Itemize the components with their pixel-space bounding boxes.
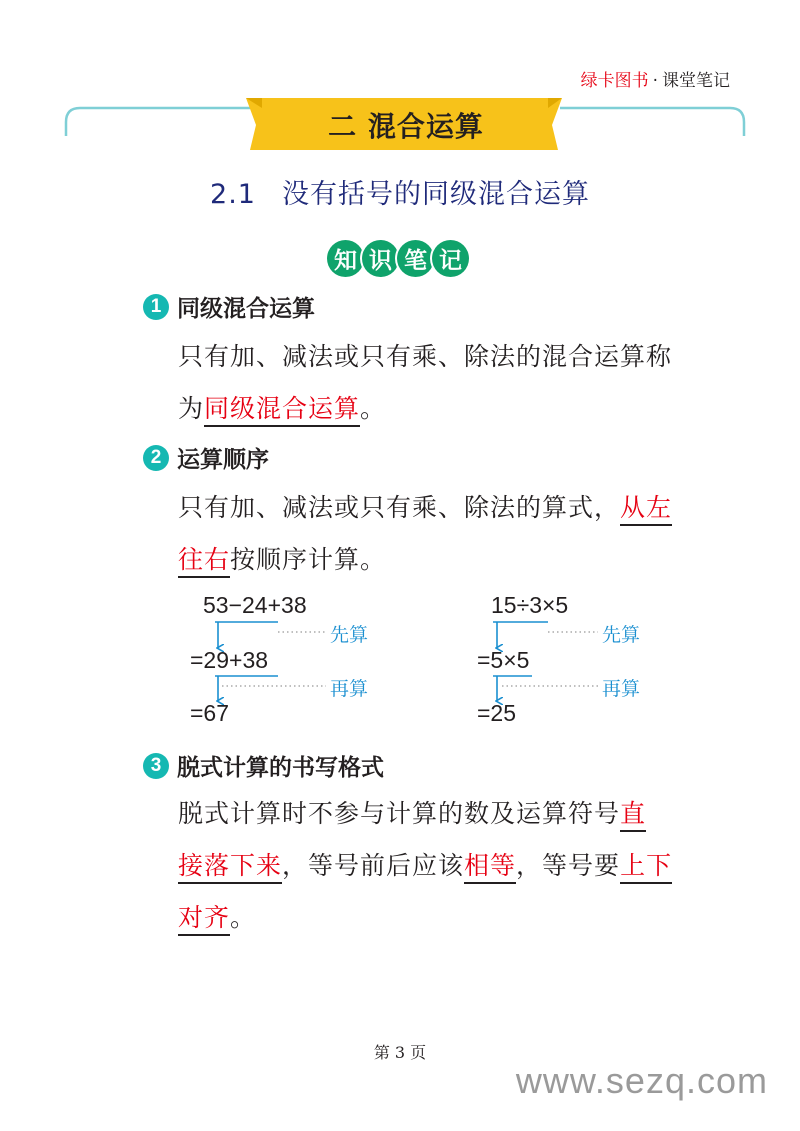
text-run: 。 xyxy=(360,394,387,423)
watermark: www.sezq.com xyxy=(515,1060,768,1101)
example-2-expression: 15÷3×5 xyxy=(491,592,569,618)
highlight-term: 相等 xyxy=(464,851,516,884)
text-run: 为 xyxy=(178,394,205,423)
point-3-title: 脱式计算的书写格式 xyxy=(177,755,384,781)
example-2-step-2: =25 xyxy=(477,700,517,726)
highlight-term: 同级混合运算 xyxy=(204,394,360,427)
brand-sub: 课堂笔记 xyxy=(662,71,730,91)
point-1-title: 同级混合运算 xyxy=(177,296,315,322)
page-number: 第 3 页 xyxy=(373,1043,427,1062)
example-2-step-1: =5×5 xyxy=(477,647,530,673)
highlight-term: 直 xyxy=(620,799,646,832)
highlight-term: 对齐 xyxy=(178,903,230,936)
example-1-step-1: =29+38 xyxy=(190,647,269,673)
highlight-term: 往右 xyxy=(178,545,230,578)
text-run: 按顺序计算。 xyxy=(230,545,387,574)
text-run: ，等号前后应该 xyxy=(282,851,465,880)
point-2-number-icon: 2 xyxy=(143,445,169,471)
badge-char: 笔 xyxy=(397,240,434,277)
example-1-note-first: 先算 xyxy=(330,624,369,646)
brand-name: 绿卡图书 xyxy=(580,71,649,91)
section-name: 没有括号的同级混合运算 xyxy=(281,179,590,210)
example-1-note-second: 再算 xyxy=(330,678,369,700)
section-number: 2.1 xyxy=(210,179,256,210)
point-3-text xyxy=(178,788,678,944)
point-2-title: 运算顺序 xyxy=(177,447,269,473)
point-3-heading xyxy=(143,749,384,782)
badge-char: 记 xyxy=(432,240,469,277)
example-1-step-2: =67 xyxy=(190,700,230,726)
example-2-note-first: 先算 xyxy=(602,624,641,646)
badge-char: 识 xyxy=(362,240,399,277)
point-3-line-3 xyxy=(178,892,678,944)
example-1-expression: 53−24+38 xyxy=(203,592,307,618)
highlight-term: 接落下来 xyxy=(178,851,282,884)
text-run: ，等号要 xyxy=(516,851,621,880)
brand-dot: · xyxy=(652,71,658,91)
example-2-note-second: 再算 xyxy=(602,678,641,700)
point-3-line-2 xyxy=(178,840,678,892)
point-3-line-1 xyxy=(178,788,678,840)
badge-char: 知 xyxy=(327,240,364,277)
text-run: 只有加、减法或只有乘、除法的算式， xyxy=(178,493,621,522)
highlight-term: 上下 xyxy=(620,851,672,884)
point-3-number-icon: 3 xyxy=(143,753,169,779)
text-run: 脱式计算时不参与计算的数及运算符号 xyxy=(178,799,621,828)
text-run: 。 xyxy=(230,903,257,932)
highlight-term: 从左 xyxy=(620,493,672,526)
chapter-title: 二 混合运算 xyxy=(328,110,484,143)
point-1-line-1: 只有加、减法或只有乘、除法的混合运算称 xyxy=(178,342,673,371)
point-1-number-icon: 1 xyxy=(143,294,169,320)
